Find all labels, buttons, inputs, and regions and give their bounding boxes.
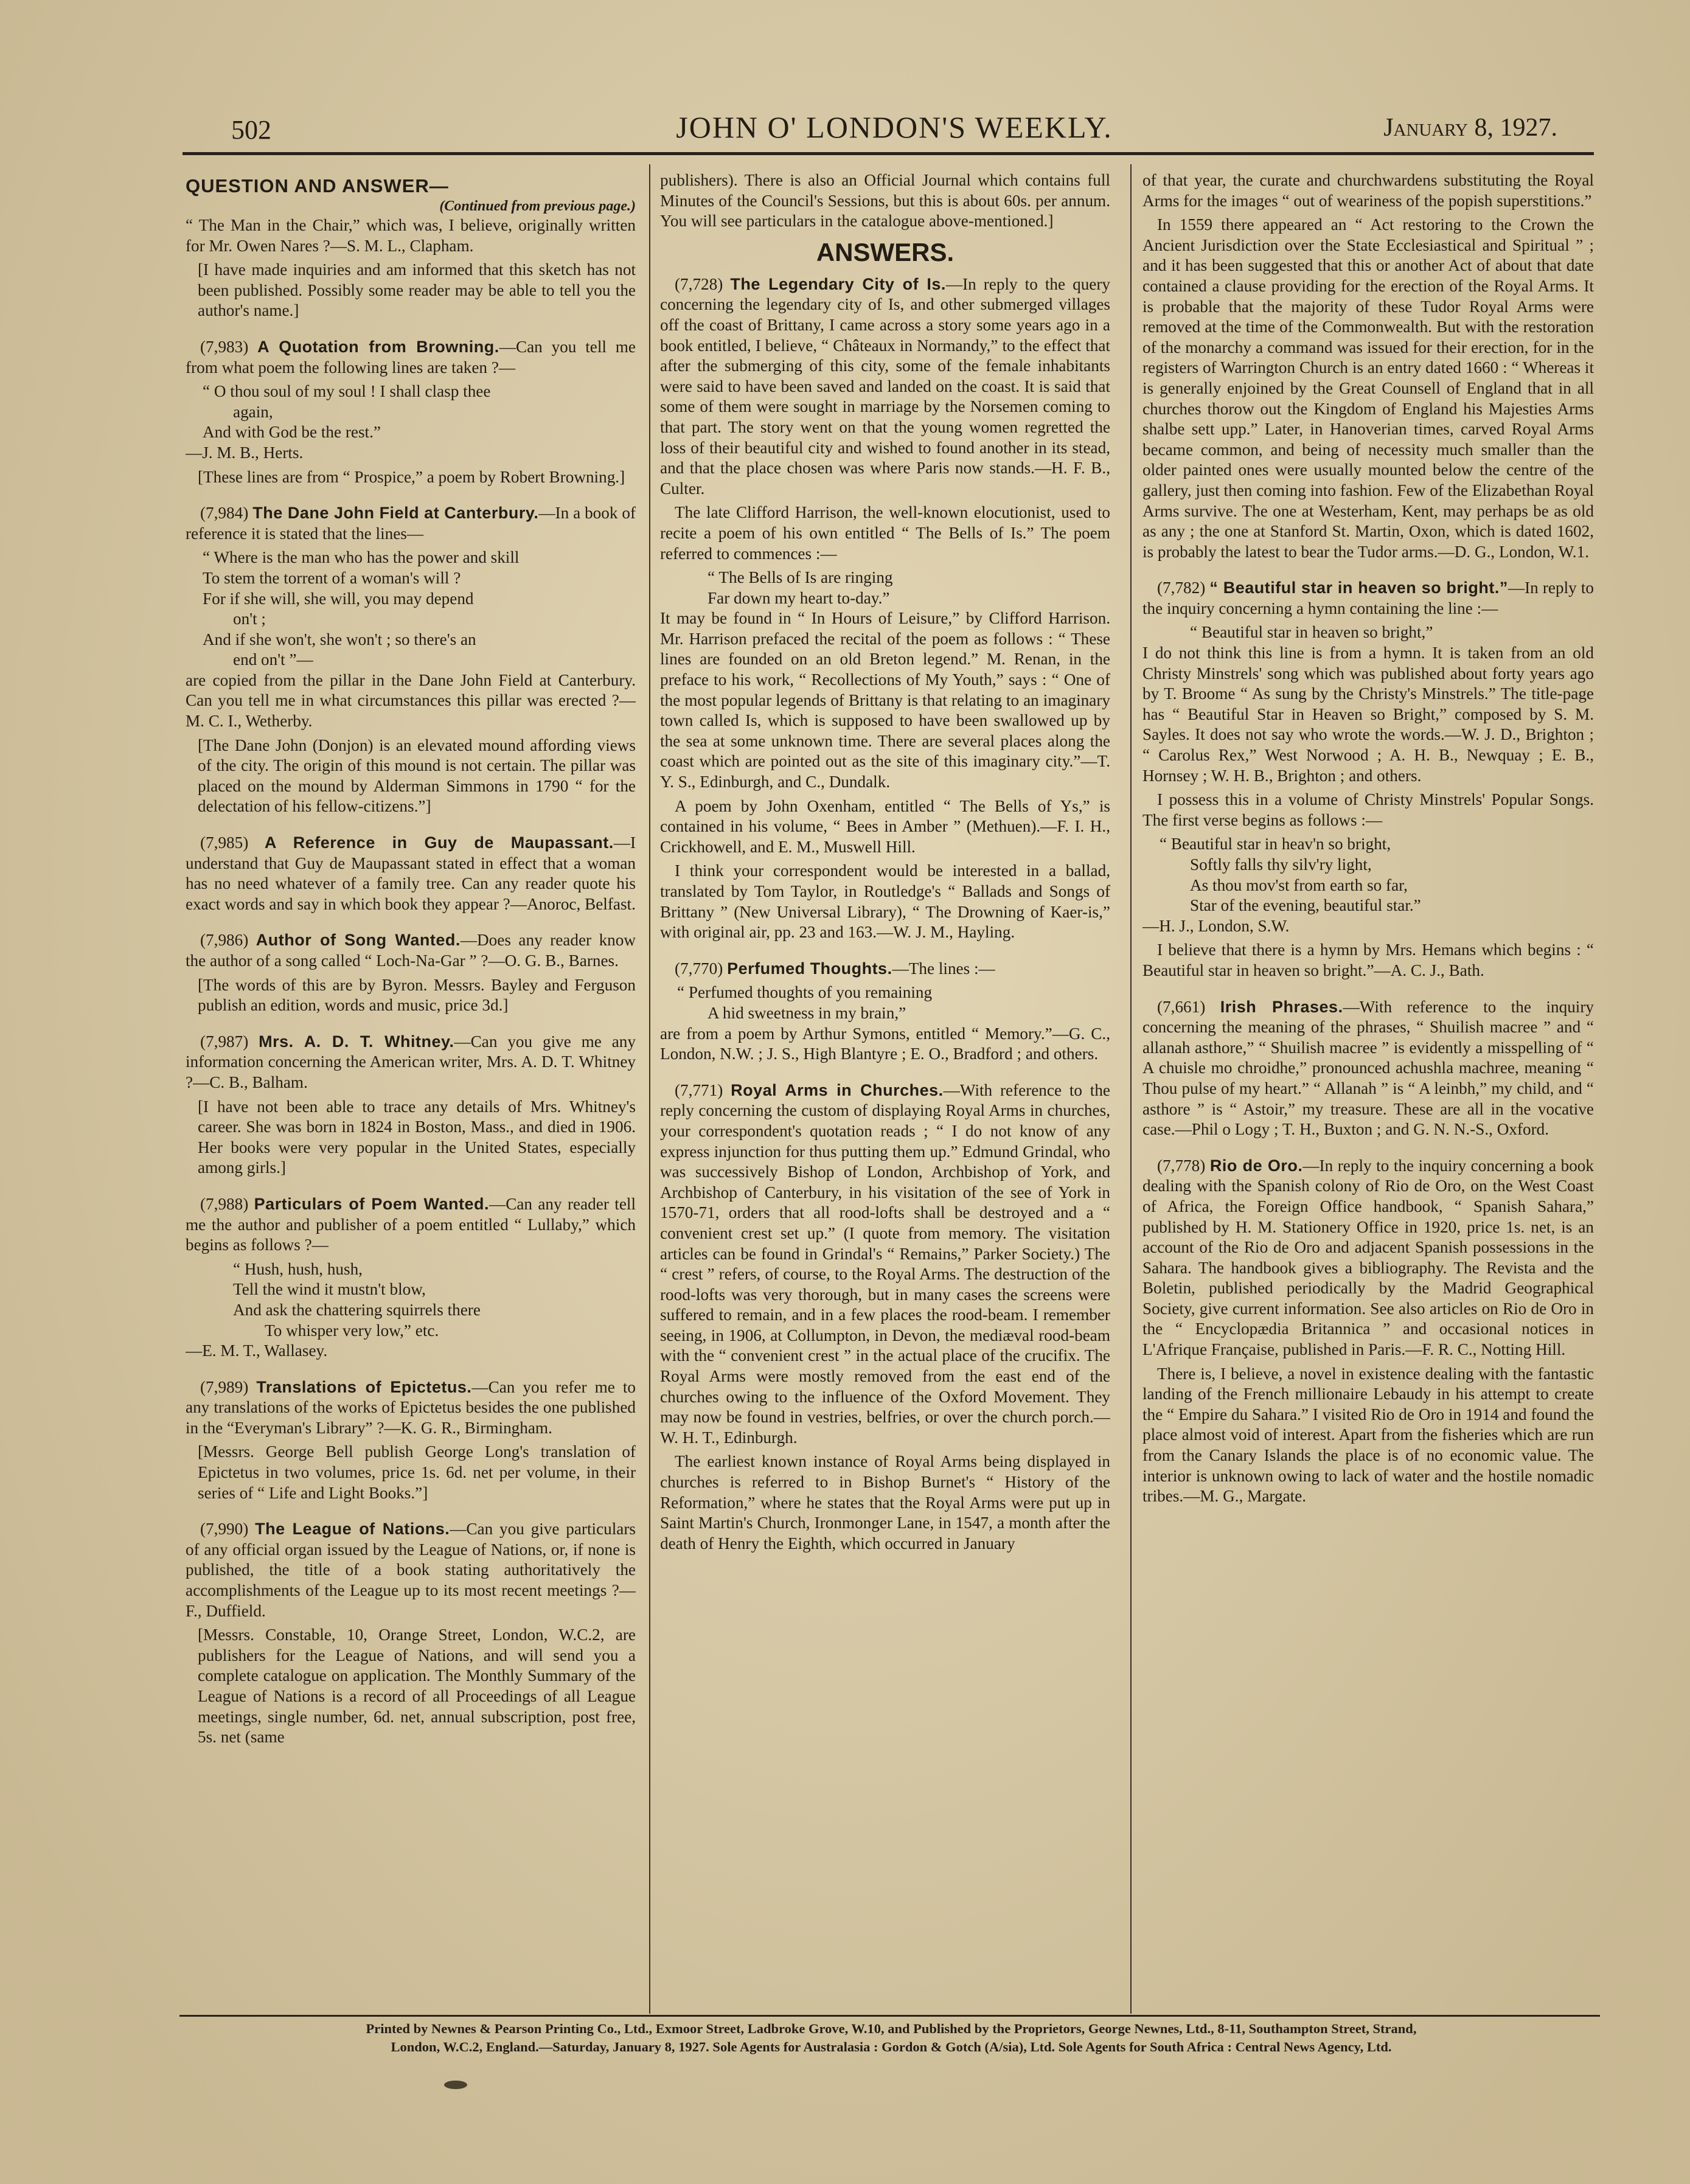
spacer: [186, 491, 636, 503]
verse-line: again,: [233, 402, 273, 421]
verse-line: on't ;: [233, 610, 266, 628]
editor-reply: [Messrs. Constable, 10, Orange Street, London, W.C.2, are publishers for the League of Nations, and will send you a complete catalogue on application. The Monthly Summary of the League of Nations is a record of all Proceedings of all League meetings, single number, 6d. net, annual subscription, post free, 5s. net (same: [198, 1626, 636, 1747]
query-entry: [1142, 997, 1594, 1140]
query-heading: Author of Song Wanted.: [256, 931, 461, 950]
query-heading: Translations of Epictetus.: [256, 1377, 472, 1396]
verse-line: A hid sweetness in my brain,”: [708, 1003, 906, 1022]
paragraph: publishers). There is also an Official Journal which contains full Minutes of the Council's Sessions, but this is about 60s. per annum. You will see particulars in the catalogue above-mentioned.]: [660, 171, 1110, 231]
spacer: [186, 1182, 636, 1194]
query-heading: Mrs. A. D. T. Whitney.: [259, 1032, 454, 1051]
continued-note: (Continued from previous page.): [439, 198, 636, 214]
paragraph: are copied from the pillar in the Dane John Field at Canterbury. Can you tell me in what circumstances this pillar was erected ?—M. C. I., Wetherby.: [186, 670, 636, 731]
signature: —H. J., London, S.W.: [1142, 916, 1290, 935]
verse-line: For if she will, she will, you may depend: [203, 589, 474, 608]
query-text: —Can you refer me to any translations of the works of Epictetus besides the one published in the “Everyman's Library” ?—K. G. R., Birmingham.: [186, 1377, 636, 1437]
editor-reply: [The Dane John (Donjon) is an elevated mound affording views of the city. The origin of this mound is not certain. The pillar was placed on the mound by Alderman Simmons in 1790 “ for the delectation of his fellow-citizens.”]: [198, 736, 636, 816]
query-text: —Can you give me any information concerning the American writer, Mrs. A. D. T. Whitney ?—C. B., Balham.: [186, 1032, 636, 1091]
query-number: (7,988): [200, 1194, 249, 1213]
imprint-line: London, W.C.2, England.—Saturday, January 8, 1927. Sole Agents for Australasia : Gordon & Gotch (A/sia), Ltd. Sole Agents for South Africa : Central News Agency, Ltd.: [391, 2039, 1392, 2054]
editor-reply: [I have not been able to trace any details of Mrs. Whitney's career. She was born in 1824 in Boston, Mass., and died in 1906. Her books were very popular in the United States, especially among girls.]: [198, 1097, 636, 1177]
paragraph: are from a poem by Arthur Symons, entitled “ Memory.”—G. C., London, N.W. ; J. S., High Blantyre ; E. O., Bradford ; and others.: [660, 1024, 1110, 1063]
column-divider: [649, 164, 650, 2014]
query-heading: Royal Arms in Churches.: [731, 1080, 944, 1099]
query-heading: Irish Phrases.: [1220, 997, 1343, 1016]
verse-line: “ The Bells of Is are ringing: [708, 568, 893, 587]
query-text: —In reply to the inquiry concerning a hymn containing the line :—: [1142, 579, 1594, 617]
verse-line: “ Hush, hush, hush,: [233, 1259, 363, 1278]
query-number: (7,985): [200, 833, 249, 852]
query-text: —Can you give particulars of any official organ issued by the League of Nations, or, if none is published, the title of a book stating authoritatively the accomplishments of the League up to its most recent meetings ?—F., Duffield.: [186, 1520, 636, 1620]
query-entry: [1142, 1156, 1594, 1360]
footer-rule: [179, 2015, 1600, 2017]
column-middle: [660, 170, 1110, 2008]
verse-line: To whisper very low,” etc.: [265, 1321, 439, 1340]
query-entry: [186, 503, 636, 544]
verse-line: And with God be the rest.”: [203, 423, 381, 442]
spacer: [660, 1068, 1110, 1080]
query-heading: Rio de Oro.: [1209, 1156, 1303, 1175]
spacer: [186, 1020, 636, 1032]
query-text: —Can any reader tell me the author and publisher of a poem entitled “ Lullaby,” which begins as follows ?—: [186, 1194, 636, 1254]
query-number: (7,986): [200, 931, 249, 950]
signature: —J. M. B., Herts.: [186, 443, 304, 462]
query-number: (7,983): [200, 337, 249, 356]
query-number: (7,661): [1157, 997, 1206, 1016]
query-entry: [660, 959, 1110, 979]
query-number: (7,770): [675, 959, 723, 978]
masthead: [231, 110, 1557, 148]
imprint-line: Printed by Newnes & Pearson Printing Co., Ltd., Exmoor Street, Ladbroke Grove, W.10, and Published by the Proprietors, George Newnes, Ltd., 8-11, Southampton Street, Strand,: [366, 2021, 1417, 2036]
query-entry: [186, 1519, 636, 1621]
query-number: (7,771): [675, 1080, 723, 1099]
column-left: [186, 170, 636, 2008]
verse-line: “ Beautiful star in heaven so bright,”: [1190, 623, 1433, 642]
spacer: [660, 947, 1110, 959]
verse-line: “ O thou soul of my soul ! I shall clasp thee: [203, 382, 491, 401]
spacer: [186, 918, 636, 930]
paragraph: I think your correspondent would be interested in a ballad, translated by Tom Taylor, in Routledge's “ Ballads and Songs of Brittany ” (New Universal Library), “ The Drowning of Kaer-is,” with original air, pp. 23 and 163.—W. J. M., Hayling.: [660, 861, 1110, 942]
query-text: —In reply to the inquiry concerning a book dealing with the Spanish colony of Rio de Oro, on the West Coast of Africa, the Foreign Office handbook, “ Spanish Sahara,” published by H. M. Stationery Office in 1920, price 1s. net, is an account of the Rio de Oro and adjacent Spanish possessions in the Sahara. The handbook gives a bibliography. The Revista and the Boletin, published periodically by the Madrid Geographical Society, give current information. See also articles on Rio de Oro in the “ Encyclopædia Britannica ” and occasional notices in L'Afrique Française, published in Paris.—F. R. C., Notting Hill.: [1142, 1156, 1594, 1359]
spacer: [186, 821, 636, 833]
ink-smudge: [444, 2081, 467, 2089]
query-text: —Does any reader know the author of a song called “ Loch-Na-Gar ” ?—O. G. B., Barnes.: [186, 931, 636, 970]
section-kicker: QUESTION AND ANSWER—: [186, 175, 449, 196]
verse-line: “ Perfumed thoughts of you remaining: [677, 983, 933, 1002]
query-number: (7,987): [200, 1032, 249, 1051]
query-text: —With reference to the reply concerning the custom of displaying Royal Arms in churches, your correspondent's quotation reads ; “ I do not know of any express injunction for thus putting them up.” Edmund Grindal, who was successively Bishop of London, Archbishop of York, and Archbishop of Canterbury, in his visitation of the see of York in 1570-71, orders that all rood-lofts shall be destroyed and a “ convenient crest set up.” (I quote from memory. The visitation articles can be found in Grindal's “ Remains,” Parker Society.) The “ crest ” refers, of course, to the Royal Arms. The destruction of the rood-lofts was very thorough, but in many cases the screens were suffered to remain, and in a few places the rood-beam. I remember seeing, in 1906, at Collumpton, in Devon, the mediæval rood-beam with the “ convenient crest ” in the actual place of the crucifix. The Royal Arms were mostly removed from the east end of the churches owing to the influence of the Oxford Movement. They may now be found in vestries, belfries, or over the church porch.—W. H. T., Edinburgh.: [660, 1080, 1110, 1447]
query-heading: The Dane John Field at Canterbury.: [252, 504, 539, 523]
query-text: —In a book of reference it is stated that the lines—: [186, 504, 636, 543]
query-text: —In reply to the query concerning the legendary city of Is, and other submerged villages off the coast of Brittany, I came across a story some years ago in a book entitled, I believe, “ Châteaux in Normandy,” to the effect that after the submerging of this city, some of the female inhabitants were said to have been saved and landed on the coast. It is said that some of them were sought in marriage by the Norsemen coming to that part. The story went on that the young women regretted the loss of their beautiful city and wished to found another in its stead, and that the place chosen was where Paris now stands.—H. F. B., Culter.: [660, 274, 1110, 498]
query-entry: [186, 337, 636, 378]
signature: —E. M. T., Wallasey.: [186, 1341, 328, 1360]
paragraph: There is, I believe, a novel in existence dealing with the fantastic landing of the French millionaire Lebaudy in his attempt to create the “ Empire du Sahara.” I visited Rio de Oro in 1914 and found the place almost void of interest. Apart from the fisheries which are run from the Canary Islands the place is of no economic value. The interior is unknown owing to lack of water and the hostile nomadic tribes.—M. G., Margate.: [1142, 1364, 1594, 1506]
issue-date: January 8, 1927.: [1383, 114, 1557, 142]
query-number: (7,782): [1157, 579, 1206, 597]
verse-line: Star of the evening, beautiful star.”: [1190, 896, 1421, 915]
query-number: (7,990): [200, 1520, 249, 1539]
spacer: [1142, 1144, 1594, 1156]
column-right: [1142, 170, 1594, 2008]
spacer: [186, 325, 636, 337]
paragraph: I believe that there is a hymn by Mrs. Hemans which begins : “ Beautiful star in heaven so bright.”—A. C. J., Bath.: [1142, 941, 1594, 979]
paragraph: In 1559 there appeared an “ Act restoring to the Crown the Ancient Jurisdiction over the State Ecclesiastical and Spiritual ” ; and it has been suggested that this or another Act of about that date contained a clause providing for the erection of the Royal Arms. It is probable that the majority of these Tudor Royal Arms were removed at the time of the Commonwealth. But with the restoration of the monarchy a command was issued for their erection, for in the registers of Warrington Church is an entry dated 1660 : “ Whereas it is generally enjoined by the Great Counsell of England that in all churches thorow out the Kingdom of England his Majesties Arms shalbe sett upp.” Later, in Hanoverian times, carved Royal Arms became common, and being of necessity much smaller than the older painted ones were usually mounted below the centre of the gallery, just then coming into fashion. Few of the Elizabethan Royal Arms survive. The one at Westerham, Kent, may perhaps be as old as any ; the one at Stanford St. Martin, Oxon, which is dated 1602, is probably the latest to bear the Tudor arms.—D. G., London, W.1.: [1142, 215, 1594, 561]
verse-line: As thou mov'st from earth so far,: [1190, 875, 1408, 894]
query-heading: Perfumed Thoughts.: [727, 959, 892, 978]
verse-line: Tell the wind it mustn't blow,: [233, 1280, 426, 1299]
query-number: (7,728): [675, 274, 723, 293]
query-entry: [660, 274, 1110, 499]
query-text: —I understand that Guy de Maupassant stated in effect that a woman has no need whatever of a family tree. Can any reader quote his exact words and say in which book they appear ?—Anoroc, Belfast.: [186, 833, 636, 913]
query-heading: “ Beautiful star in heaven so bright.”: [1209, 579, 1508, 597]
spacer: [186, 1507, 636, 1519]
query-number: (7,984): [200, 504, 249, 523]
header-rule: [183, 152, 1594, 155]
page-number: 502: [231, 115, 271, 145]
editor-reply: [The words of this are by Byron. Messrs. Bayley and Ferguson publish an edition, words and music, price 3d.]: [198, 975, 636, 1015]
query-text: “ The Man in the Chair,” which was, I believe, originally written for Mr. Owen Nares ?—S. M. L., Clapham.: [186, 216, 636, 255]
answers-heading: ANSWERS.: [816, 237, 955, 266]
verse-line: Softly falls thy silv'ry light,: [1190, 855, 1372, 874]
query-text: —With reference to the inquiry concerning the meaning of the phrases, “ Shuilish macree ” and “ allanah asthore,” “ Shuilish macree ” is evidently a misspelling of “ A chuisle mo chroidhe,” pronounced achushla machree, meaning “ Thou pulse of my heart.” “ Allanah ” is “ A leinbh,” my child, and “ asthore ” is “ Astoir,” my treasure. These are all in the vocative case.—Phil o Logy ; T. H., Buxton ; and G. N. N.-S., Oxford.: [1142, 997, 1594, 1139]
paragraph: of that year, the curate and churchwardens substituting the Royal Arms for the images “ out of weariness of the popish superstitions.”: [1142, 171, 1594, 210]
query-entry: [186, 1377, 636, 1439]
verse-line: “ Where is the man who has the power and skill: [203, 548, 520, 567]
paragraph: I do not think this line is from a hymn. It is taken from an old Christy Minstrels' song which was published about forty years ago by T. Broome “ As sung by the Christy's Minstrels.” The title-page has “ Beautiful Star in Heaven so Bright,” composed by S. M. Sayles. It does not say who wrote the words.—W. J. D., Brighton ; “ Carolus Rex,” West Norwood ; A. H. B., Newquay ; E. B., Hornsey ; W. H. B., Brighton ; and others.: [1142, 644, 1594, 785]
paragraph: The earliest known instance of Royal Arms being displayed in churches is referred to in Bishop Burnet's “ History of the Reformation,” where he states that the Royal Arms were put up in Saint Martin's Church, Ironmonger Lane, in 1547, a month after the death of Henry the Eighth, which occurred in January: [660, 1452, 1110, 1553]
paragraph: It may be found in “ In Hours of Leisure,” by Clifford Harrison. Mr. Harrison prefaced the recital of the poem as follows : “ These lines are founded on an old Breton legend.” M. Renan, in the preface to his work, “ Recollections of My Youth,” says : “ One of the most popular legends of Brittany is that relating to an imaginary town called Is, which is supposed to have been swallowed up by the sea at some unknown time. There are several places along the coast which are pointed out as the site of this imaginary city.”—T. Y. S., Edinburgh, and C., Dundalk.: [660, 609, 1110, 791]
query-heading: The League of Nations.: [255, 1520, 450, 1539]
column-divider: [1130, 164, 1132, 2014]
query-entry: [186, 930, 636, 971]
query-entry: [186, 833, 636, 914]
query-heading: A Reference in Guy de Maupassant.: [264, 833, 614, 852]
query-text: —Can you tell me from what poem the following lines are taken ?—: [186, 337, 636, 377]
query-heading: Particulars of Poem Wanted.: [254, 1194, 489, 1213]
query-number: (7,989): [200, 1377, 249, 1396]
verse-line: Far down my heart to-day.”: [708, 588, 890, 607]
editor-reply: [I have made inquiries and am informed that this sketch has not been published. Possibly some reader may be able to tell you the author's name.]: [198, 260, 636, 320]
query-entry: [186, 1194, 636, 1256]
paragraph: I possess this in a volume of Christy Minstrels' Popular Songs. The first verse begins as follows :—: [1142, 790, 1594, 829]
query-text: —The lines :—: [892, 959, 995, 978]
query-heading: The Legendary City of Is.: [730, 274, 946, 293]
verse-line: And if she won't, she won't ; so there's an: [203, 630, 476, 649]
query-number: (7,778): [1157, 1156, 1206, 1175]
query-heading: A Quotation from Browning.: [257, 337, 499, 356]
verse-line: end on't ”—: [233, 650, 313, 669]
verse-line: “ Beautiful star in heav'n so bright,: [1160, 835, 1391, 854]
spacer: [1142, 566, 1594, 578]
query-entry: [1142, 578, 1594, 619]
editor-reply: [These lines are from “ Prospice,” a poem by Robert Browning.]: [198, 467, 625, 486]
verse-line: To stem the torrent of a woman's will ?: [203, 568, 461, 587]
query-entry: [660, 1080, 1110, 1448]
spacer: [186, 1365, 636, 1377]
verse-line: And ask the chattering squirrels there: [233, 1300, 481, 1319]
paragraph: A poem by John Oxenham, entitled “ The Bells of Ys,” is contained in his volume, “ Bees in Amber ” (Methuen).—F. I. H., Crickhowell, and E. M., Muswell Hill.: [660, 796, 1110, 856]
paragraph: The late Clifford Harrison, the well-known elocutionist, used to recite a poem of his own entitled “ The Bells of Is.” The poem referred to commences :—: [660, 503, 1110, 563]
printer-imprint: [183, 2020, 1600, 2056]
spacer: [1142, 985, 1594, 997]
query-entry: [186, 1032, 636, 1093]
editor-reply: [Messrs. George Bell publish George Long's translation of Epictetus in two volumes, price 1s. 6d. net per volume, in their series of “ Life and Light Books.”]: [198, 1442, 636, 1502]
journal-title: JOHN O' LONDON'S WEEKLY.: [676, 110, 1113, 144]
